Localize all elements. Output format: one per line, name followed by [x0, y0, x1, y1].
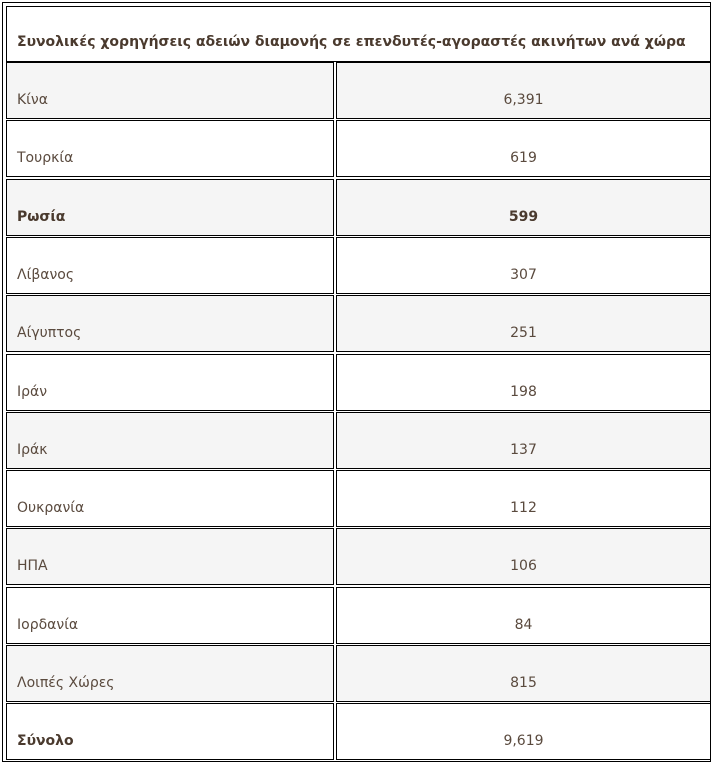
country-name: Σύνολο [17, 733, 74, 749]
permit-count: 6,391 [503, 92, 544, 108]
value-cell [336, 179, 711, 236]
permit-count: 106 [510, 558, 537, 574]
permit-count: 619 [510, 150, 537, 166]
country-name: Λίβανος [17, 267, 75, 283]
value-cell [336, 237, 711, 294]
value-cell [336, 703, 711, 760]
value-cell [336, 295, 711, 352]
permit-count: 84 [514, 617, 533, 633]
permit-count: 307 [510, 267, 537, 283]
value-cell [336, 470, 711, 527]
table-title: Συνολικές χορηγήσεις αδειών διαμονής σε επενδυτές-αγοραστές ακινήτων ανά χώρα [17, 34, 686, 50]
permit-count: 137 [510, 442, 537, 458]
country-cell [6, 528, 334, 585]
value-cell [336, 120, 711, 177]
country-name: Ιράν [17, 384, 48, 400]
country-cell [6, 295, 334, 352]
table-row [6, 354, 711, 411]
value-cell [336, 645, 711, 702]
country-cell [6, 354, 334, 411]
value-cell [336, 528, 711, 585]
value-cell [336, 412, 711, 469]
value-cell [336, 62, 711, 119]
data-table [2, 2, 711, 762]
permit-count: 198 [510, 384, 537, 400]
permit-count: 251 [510, 325, 537, 341]
table-row [6, 412, 711, 469]
table-row [6, 703, 711, 760]
value-cell [336, 354, 711, 411]
table-row [6, 62, 711, 119]
table-row [6, 587, 711, 644]
country-name: ΗΠΑ [17, 558, 48, 574]
permit-count: 815 [510, 675, 537, 691]
country-name: Ιορδανία [17, 617, 79, 633]
country-name: Ρωσία [17, 209, 66, 225]
table-row [6, 528, 711, 585]
country-cell [6, 587, 334, 644]
country-cell [6, 62, 334, 119]
permit-count: 112 [510, 500, 537, 516]
table-title-cell [6, 6, 711, 62]
value-cell [336, 587, 711, 644]
country-cell [6, 179, 334, 236]
permit-count: 9,619 [503, 733, 544, 749]
table-row [6, 645, 711, 702]
country-cell [6, 237, 334, 294]
table-row [6, 120, 711, 177]
country-cell [6, 120, 334, 177]
country-cell [6, 645, 334, 702]
country-cell [6, 703, 334, 760]
country-name: Ουκρανία [17, 500, 85, 516]
country-name: Ιράκ [17, 442, 48, 458]
country-cell [6, 470, 334, 527]
table-row [6, 179, 711, 236]
country-name: Αίγυπτος [17, 325, 82, 341]
country-name: Λοιπές Χώρες [17, 675, 115, 691]
country-name: Κίνα [17, 92, 48, 108]
permit-count: 599 [508, 209, 539, 225]
table-row [6, 470, 711, 527]
country-cell [6, 412, 334, 469]
table-row [6, 237, 711, 294]
country-name: Τουρκία [17, 150, 74, 166]
table-row [6, 295, 711, 352]
